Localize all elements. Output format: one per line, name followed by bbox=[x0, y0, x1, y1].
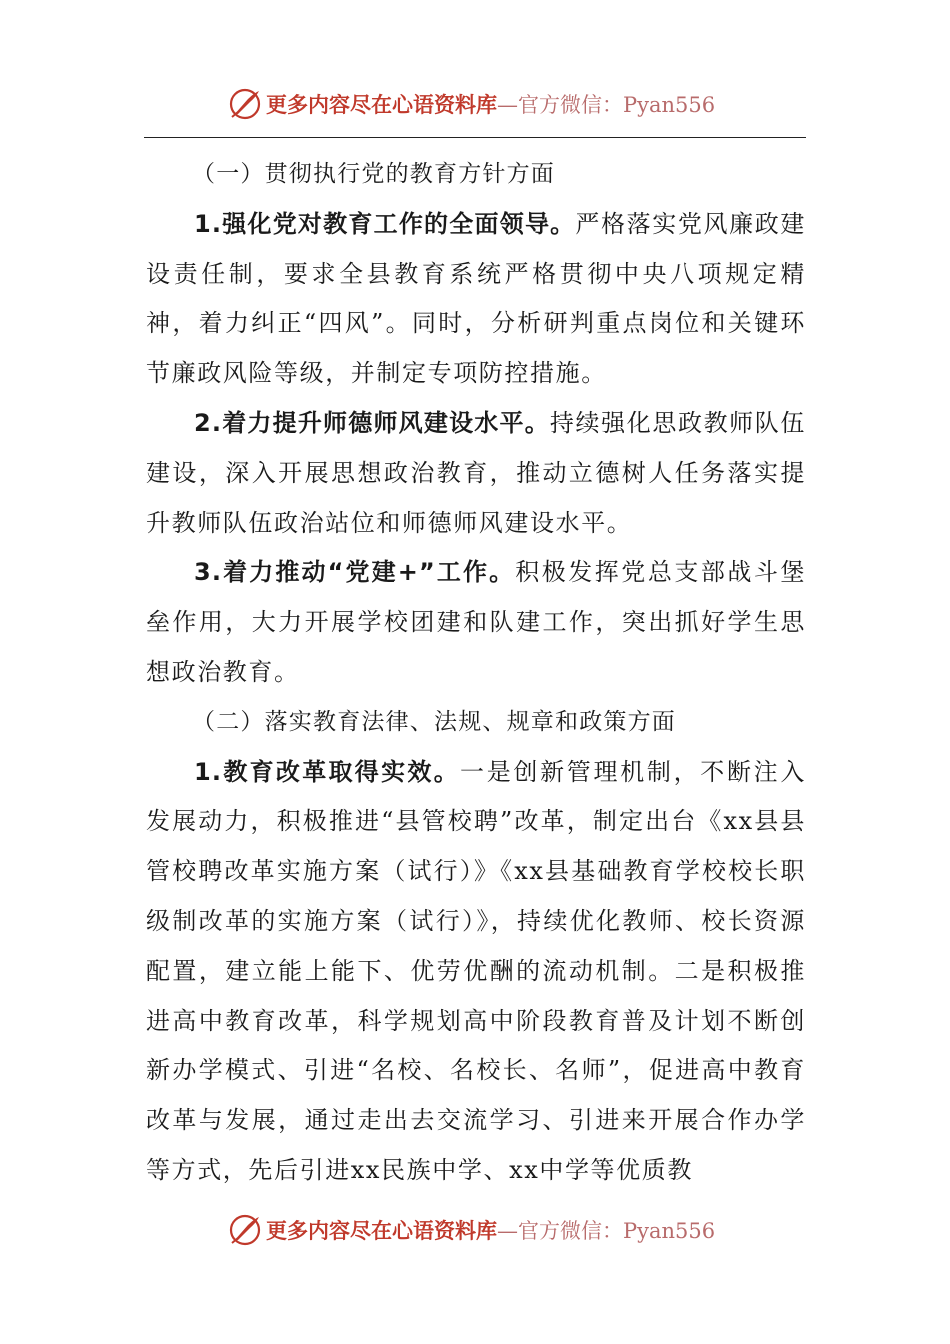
paragraph-text: 积极发挥党总支部战斗堡垒作用，大力开展学校团建和队建工作，突出抓好学生思想政治教育。 bbox=[146, 558, 806, 686]
watermark-text bbox=[266, 89, 715, 119]
paragraph-title: 1.强化党对教育工作的全面领导。 bbox=[194, 209, 576, 238]
paragraph-text: 严格落实党风廉政建设责任制，要求全县教育系统严格贯彻中央八项规定精神，着力纠正“四风”。同时，分析研判重点岗位和关键环节廉政风险等级，并制定专项防控措施。 bbox=[146, 209, 807, 388]
watermark-text bbox=[266, 1215, 715, 1245]
paragraph-title: 3.着力推动“党建+”工作。 bbox=[194, 558, 516, 587]
quill-logo-icon bbox=[228, 1213, 262, 1247]
quill-logo-icon bbox=[228, 87, 262, 121]
watermark-contact: —官方微信：Pyan556 bbox=[497, 1219, 716, 1243]
paragraph-text: 持续强化思政教师队伍建设，深入开展思想政治教育，推动立德树人任务落实提升教师队伍政治站位和师德师风建设水平。 bbox=[146, 408, 806, 537]
section-heading: （一）贯彻执行党的教育方针方面 bbox=[192, 161, 555, 187]
paragraph-text: 一是创新管理机制，不断注入发展动力，积极推进“县管校聘”改革，制定出台《xx县县管校聘改革实施方案（试行）》《xx县基础教育学校校长职级制改革的实施方案（试行）》，持续优化教师、校长资源配置，建立能上能下、优劳优酬的流动机制。二是积极推进高中教育改革，科学规划高中阶段教育普及计划不断创新办学模式、引进“名校、名校长、名师”，促进高中教育改革与发展，通过走出去交流学习、引进来开展合作办学等方式，先后引进xx民族中学、xx中学等优质教 bbox=[146, 757, 806, 1184]
watermark-contact: —官方微信：Pyan556 bbox=[497, 93, 716, 117]
watermark-brand: 更多内容尽在心语资料库 bbox=[266, 92, 497, 117]
paragraph bbox=[146, 548, 806, 697]
document-body bbox=[146, 150, 806, 1196]
section-heading: （二）落实教育法律、法规、规章和政策方面 bbox=[192, 708, 676, 735]
paragraph-title: 1.教育改革取得实效。 bbox=[194, 757, 460, 786]
paragraph-title: 2.着力提升师德师风建设水平。 bbox=[194, 408, 550, 437]
footer-watermark bbox=[228, 1210, 715, 1250]
paragraph bbox=[146, 200, 806, 399]
paragraph bbox=[146, 748, 806, 1196]
watermark-brand: 更多内容尽在心语资料库 bbox=[266, 1218, 497, 1243]
header-watermark bbox=[228, 84, 715, 124]
paragraph bbox=[146, 399, 806, 548]
header-rule bbox=[144, 137, 806, 138]
